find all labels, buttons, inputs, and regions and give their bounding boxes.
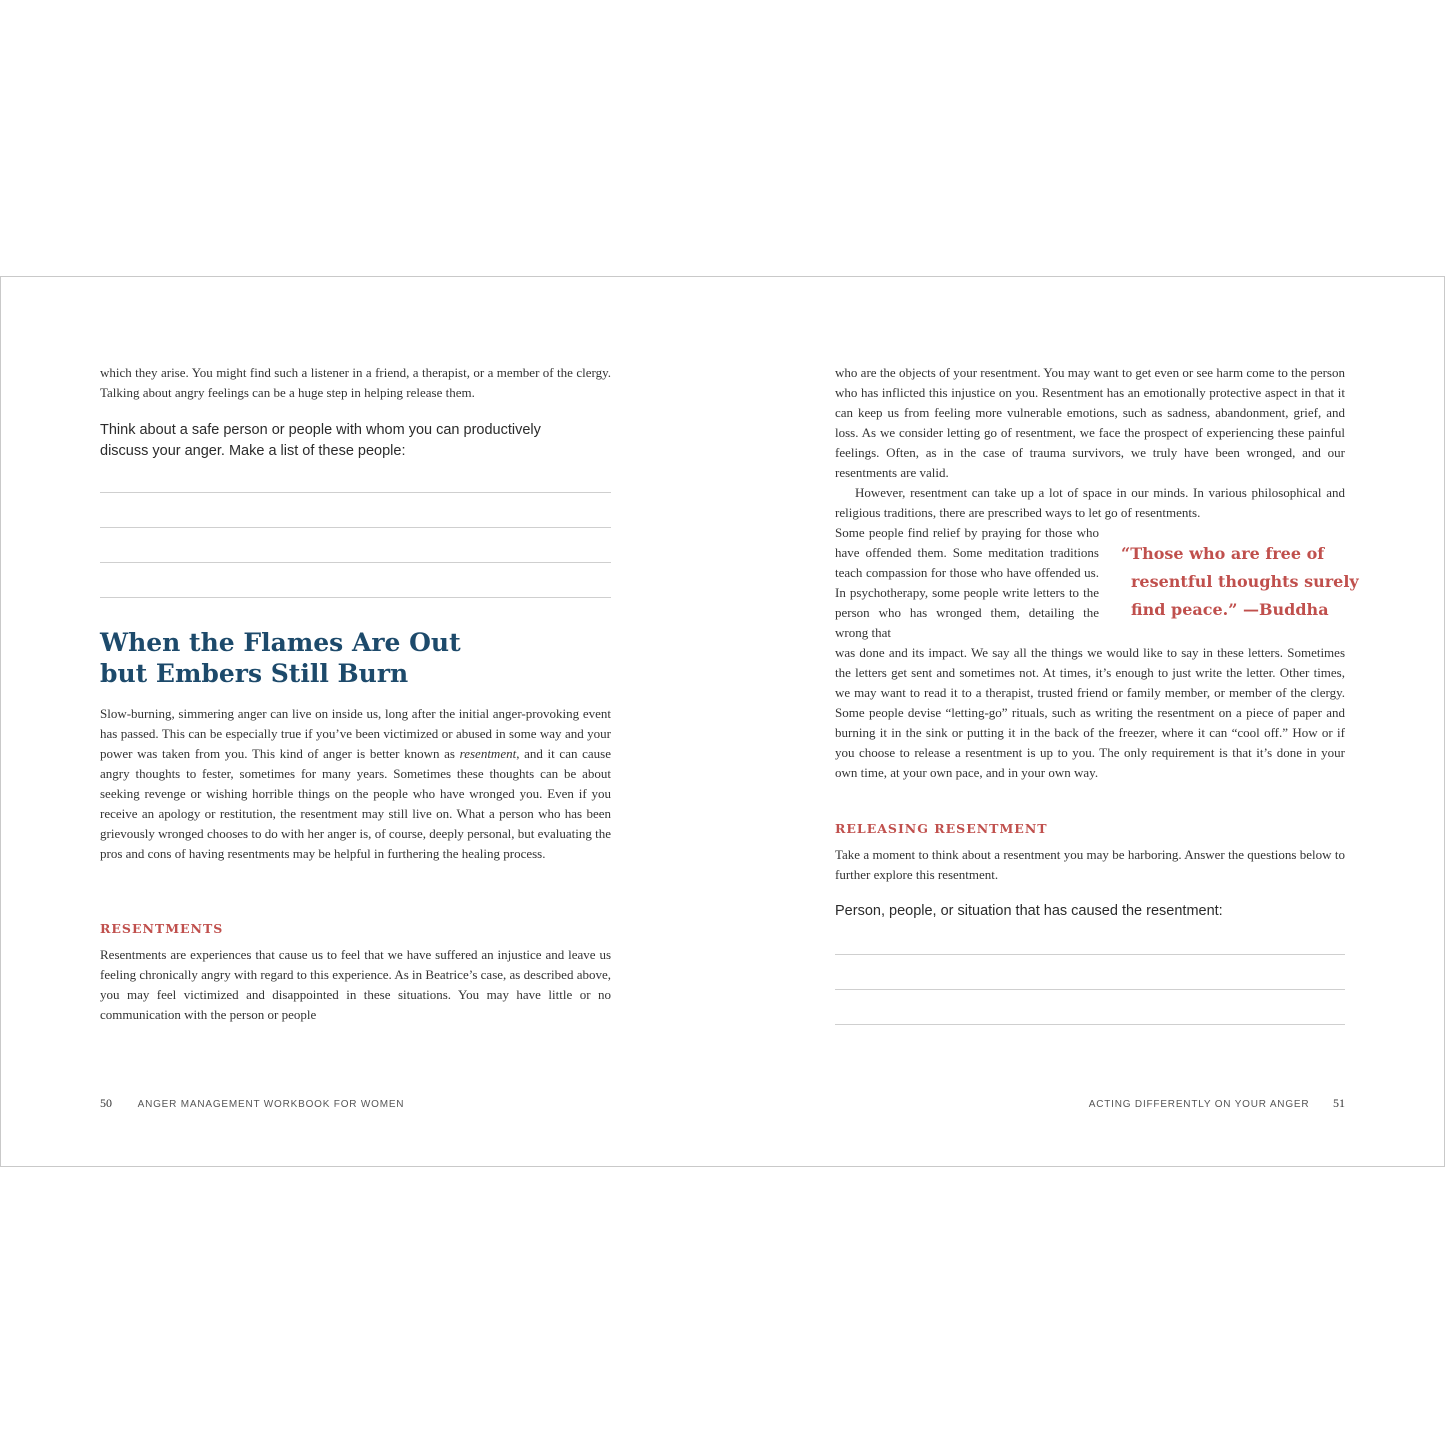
left-footer <box>100 1096 404 1111</box>
left-page <box>1 277 722 1166</box>
answer-line[interactable] <box>835 1024 1345 1025</box>
chapter-title-line1: When the Flames Are Out <box>100 628 461 657</box>
answer-line[interactable] <box>100 562 611 563</box>
running-head: ANGER MANAGEMENT WORKBOOK FOR WOMEN <box>137 1099 405 1110</box>
answer-line[interactable] <box>835 954 1345 955</box>
para1-end: , and it can cause angry thoughts to fester, sometimes for many years. Sometimes these thoughts can be about seeking revenge or wishing horrible things on the people who have wronged you. Even if you receive an apology or restitution, the resentment may still live on. What a person who has been grievously wronged chooses to do with her anger is, of course, deeply personal, but evaluating the pros and cons of having resentments may be helpful in furthering the healing process. <box>100 746 611 861</box>
running-head: ACTING DIFFERENTLY ON YOUR ANGER <box>1088 1099 1310 1110</box>
pullquote-line2: resentful thoughts surely <box>1131 572 1359 591</box>
intro-paragraph: which they arise. You might find such a listener in a friend, a therapist, or a member of the clergy. Talking about angry feelings can be a huge step in helping release them. <box>100 365 611 400</box>
resentment-prompt: Person, people, or situation that has caused the resentment: <box>835 903 1223 919</box>
italic-term: resentment <box>459 746 517 761</box>
answer-line[interactable] <box>100 492 611 493</box>
right-page <box>723 277 1444 1166</box>
list-prompt: Think about a safe person or people with whom you can productively discuss your anger. Make a list of these people: <box>100 422 541 459</box>
chapter-title-line2: but Embers Still Burn <box>100 659 409 688</box>
answer-line[interactable] <box>100 597 611 598</box>
letting-go-paragraph-top: However, resentment can take up a lot of space in our minds. In various philosophical and religious traditions, there are prescribed ways to let go of resentments. <box>835 485 1345 520</box>
right-footer <box>1089 1096 1345 1111</box>
answer-line[interactable] <box>100 527 611 528</box>
page-number: 50 <box>100 1096 112 1110</box>
letting-go-paragraph-rest: was done and its impact. We say all the things we would like to say in these letters. Sometimes the letters get sent and sometimes not. At times, it’s enough to just write the letter. Other times, we may want to read it to a therapist, trusted friend or family member, or member of the clergy. Some people devise “letting-go” rituals, such as writing the resentment on a piece of paper and burning it in the sink or putting it in the back of the freezer, where it can “cool off.” How or if you choose to release a resentment is up to you. The only requirement is that it’s done in your own time, at your own pace, and in your own way. <box>835 645 1345 780</box>
embers-paragraph <box>100 704 611 864</box>
pullquote-line1: “Those who are free of <box>1121 544 1325 563</box>
para1-start: Slow-burning, simmering anger can live on inside us, long after the initial anger-provoking event has passed. This can be especially true if you’ve been victimized or abused in some way and your power was taken from you. This kind of anger is better known as <box>100 706 611 761</box>
letting-go-paragraph-narrow: Some people find relief by praying for those who have offended them. Some meditation traditions teach compassion for those who have offended us. In psychotherapy, some people write letters to the person who has wronged them, detailing the wrong that <box>835 525 1099 640</box>
chapter-title <box>100 627 620 689</box>
book-spread <box>0 276 1445 1167</box>
page-number: 51 <box>1333 1096 1345 1110</box>
resentments-heading: RESENTMENTS <box>100 921 224 936</box>
buddha-pullquote <box>1121 540 1386 624</box>
releasing-paragraph: Take a moment to think about a resentment you may be harboring. Answer the questions below to further explore this resentment. <box>835 847 1345 882</box>
resentment-continued-paragraph: who are the objects of your resentment. You may want to get even or see harm come to the person who has inflicted this injustice on you. Resentment has an emotionally protective aspect in that it can keep us from feeling more vulnerable emotions, such as sadness, abandonment, grief, and loss. As we consider letting go of resentment, we face the prospect of experiencing these painful feelings. Often, as in the case of trauma survivors, we truly have been wronged, and our resentments are valid. <box>835 365 1345 480</box>
answer-line[interactable] <box>835 989 1345 990</box>
pullquote-line3: find peace.” —Buddha <box>1131 600 1329 619</box>
releasing-resentment-heading: RELEASING RESENTMENT <box>835 821 1048 836</box>
resentments-paragraph: Resentments are experiences that cause us to feel that we have suffered an injustice and leave us feeling chronically angry with regard to this experience. As in Beatrice’s case, as described above, you may feel victimized and disappointed in these situations. You may have little or no communication with the person or people <box>100 947 611 1022</box>
